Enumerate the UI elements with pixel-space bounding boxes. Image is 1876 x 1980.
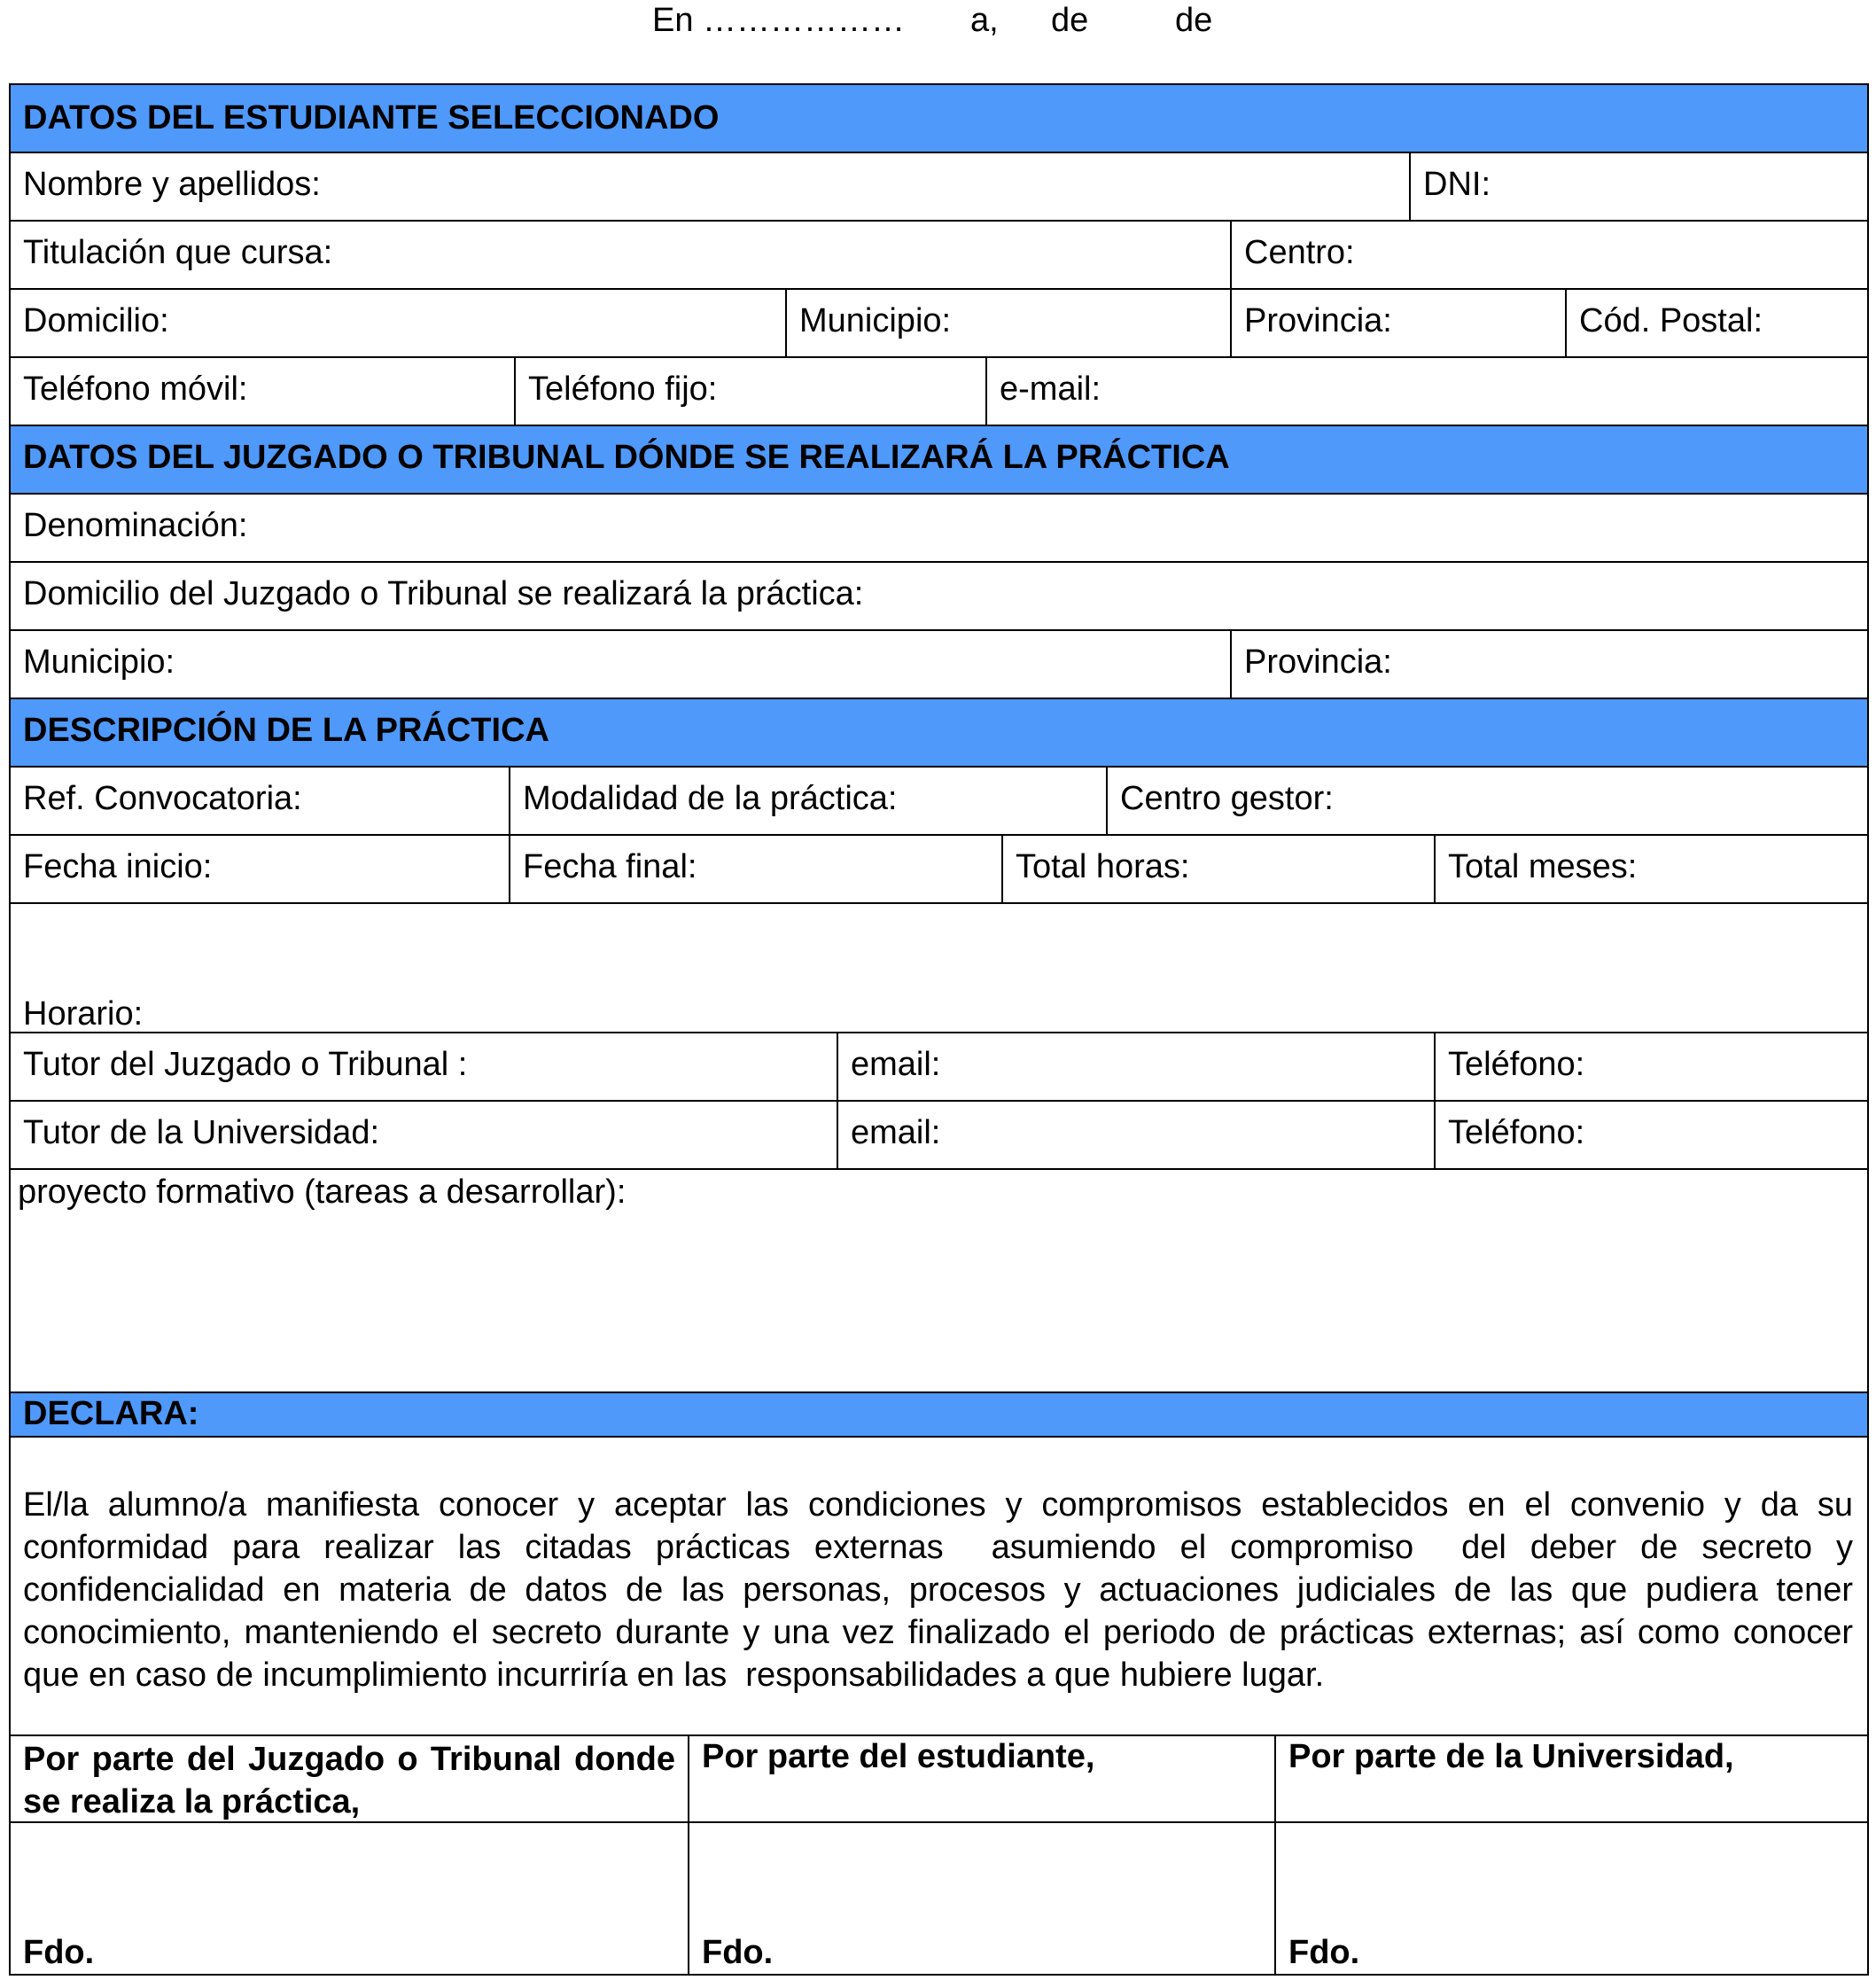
practice-agreement-form [9, 83, 1869, 1976]
court-municipality-field[interactable]: Municipio: [11, 631, 1232, 699]
student-address-field[interactable]: Domicilio: [11, 290, 787, 358]
signature-headers-row [11, 1736, 1869, 1823]
student-dni-field[interactable]: DNI: [1411, 153, 1869, 222]
student-province-field[interactable]: Provincia: [1232, 290, 1567, 358]
student-name-field[interactable]: Nombre y apellidos: [11, 153, 1411, 222]
court-tutor-row [11, 1033, 1869, 1102]
court-name-row [11, 495, 1869, 563]
signature-boxes-row [11, 1823, 1869, 1976]
student-degree-row [11, 222, 1869, 290]
university-signature-fdo: Fdo. [1288, 1934, 1360, 1971]
student-landline-field[interactable]: Teléfono fijo: [516, 358, 987, 426]
university-tutor-email-field[interactable]: email: [838, 1102, 1436, 1170]
court-signature-fdo: Fdo. [23, 1934, 95, 1971]
practice-start-date-field[interactable]: Fecha inicio: [11, 836, 510, 904]
practice-dates-row [11, 836, 1869, 904]
court-name-field[interactable]: Denominación: [11, 495, 1869, 563]
student-signature-box[interactable] [689, 1823, 1276, 1976]
date-header [0, 0, 1876, 53]
court-province-field[interactable]: Provincia: [1232, 631, 1869, 699]
court-signature-header: Por parte del Juzgado o Tribunal donde se realiza la práctica, [11, 1736, 689, 1823]
court-tutor-email-field[interactable]: email: [838, 1033, 1436, 1102]
university-signature-header: Por parte de la Universidad, [1276, 1736, 1869, 1823]
university-signature-box[interactable] [1276, 1823, 1869, 1976]
student-section-header-row [11, 85, 1869, 153]
practice-total-months-field[interactable]: Total meses: [1436, 836, 1869, 904]
practice-section-title: DESCRIPCIÓN DE LA PRÁCTICA [11, 699, 1869, 768]
declara-text-row [11, 1438, 1869, 1736]
student-name-row [11, 153, 1869, 222]
student-mobile-field[interactable]: Teléfono móvil: [11, 358, 516, 426]
student-address-row [11, 290, 1869, 358]
practice-managing-center-field[interactable]: Centro gestor: [1108, 768, 1869, 836]
date-place-text: En ……………… [652, 2, 906, 39]
court-signature-box[interactable] [11, 1823, 689, 1976]
student-contact-row [11, 358, 1869, 426]
student-signature-header: Por parte del estudiante, [689, 1736, 1276, 1823]
declara-section-title: DECLARA: [11, 1393, 1869, 1438]
court-section-title: DATOS DEL JUZGADO O TRIBUNAL DÓNDE SE REALIZARÁ LA PRÁCTICA [11, 426, 1869, 495]
practice-schedule-label: Horario: [23, 995, 144, 1033]
university-tutor-row [11, 1102, 1869, 1170]
training-project-row [11, 1170, 1869, 1393]
student-center-field[interactable]: Centro: [1232, 222, 1869, 290]
student-signature-fdo: Fdo. [702, 1934, 774, 1971]
student-municipality-field[interactable]: Municipio: [787, 290, 1232, 358]
practice-ref-row [11, 768, 1869, 836]
student-email-field[interactable]: e-mail: [987, 358, 1869, 426]
court-location-row [11, 631, 1869, 699]
training-project-field[interactable]: proyecto formativo (tareas a desarrollar): [11, 1170, 1869, 1393]
court-tutor-field[interactable]: Tutor del Juzgado o Tribunal : [11, 1033, 838, 1102]
date-year-text: de [1175, 2, 1213, 39]
student-postal-code-field[interactable]: Cód. Postal: [1567, 290, 1869, 358]
practice-end-date-field[interactable]: Fecha final: [510, 836, 1003, 904]
university-tutor-phone-field[interactable]: Teléfono: [1436, 1102, 1869, 1170]
practice-section-header-row [11, 699, 1869, 768]
practice-total-hours-field[interactable]: Total horas: [1003, 836, 1436, 904]
court-address-row [11, 563, 1869, 631]
practice-schedule-field[interactable] [11, 904, 1869, 1033]
declara-text: El/la alumno/a manifiesta conocer y aceptar las condiciones y compromisos establecidos en el convenio y da su conformidad para realizar las citadas prácticas externas asumiendo el compromiso del deber de secreto y confidencialidad en materia de datos de las personas, procesos y actuaciones judiciales de las que pudiera tener conocimiento, manteniendo el secreto durante y una vez finalizado el periodo de prácticas externas; así como conocer que en caso de incumplimiento incurriría en las responsabilidades a que hubiere lugar. [11, 1438, 1869, 1736]
practice-modality-field[interactable]: Modalidad de la práctica: [510, 768, 1108, 836]
date-day-text: a, [970, 2, 999, 39]
declara-section-header-row [11, 1393, 1869, 1438]
court-address-field[interactable]: Domicilio del Juzgado o Tribunal se realizará la práctica: [11, 563, 1869, 631]
student-degree-field[interactable]: Titulación que cursa: [11, 222, 1232, 290]
date-month-text: de [1051, 2, 1089, 39]
university-tutor-field[interactable]: Tutor de la Universidad: [11, 1102, 838, 1170]
court-tutor-phone-field[interactable]: Teléfono: [1436, 1033, 1869, 1102]
practice-schedule-row [11, 904, 1869, 1033]
student-section-title: DATOS DEL ESTUDIANTE SELECCIONADO [11, 85, 1869, 153]
court-section-header-row [11, 426, 1869, 495]
practice-ref-field[interactable]: Ref. Convocatoria: [11, 768, 510, 836]
